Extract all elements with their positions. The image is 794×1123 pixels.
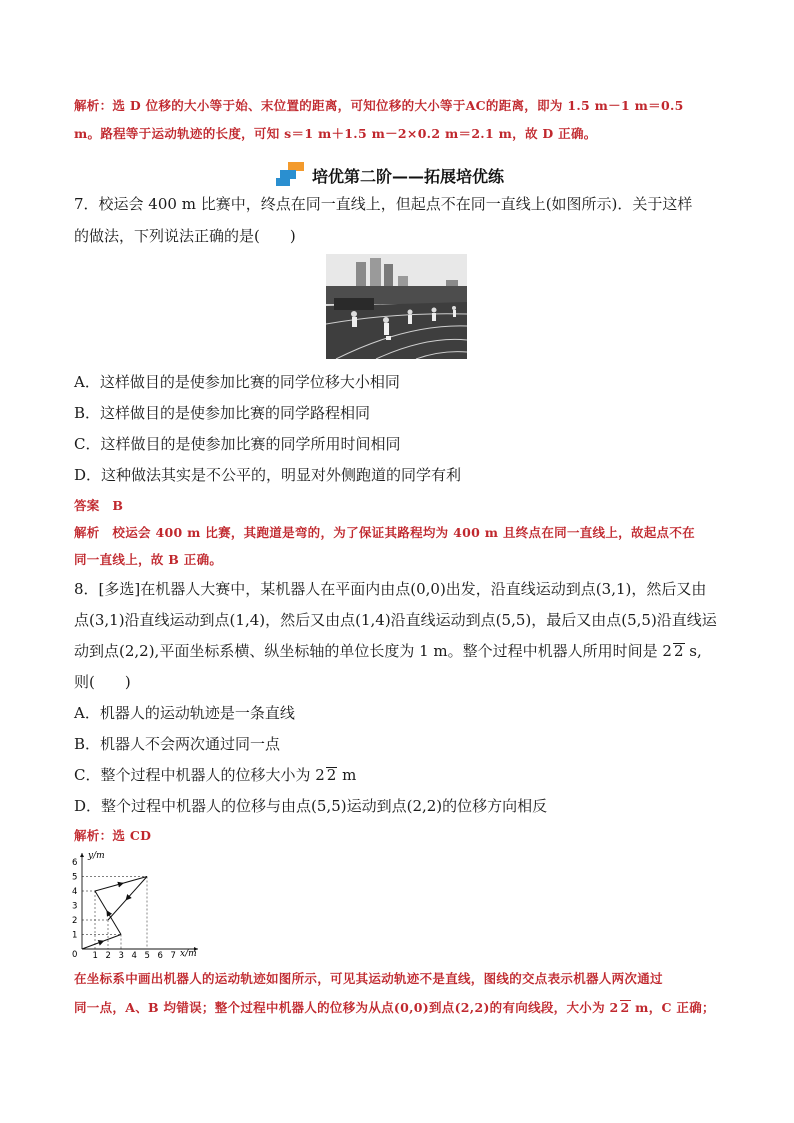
section-title: 培优第二阶——拓展培优练 — [312, 166, 505, 186]
q7-stem-line1: 7．校运会 400 m 比赛中，终点在同一直线上，但起点不在同一直线上(如图所示)．关于这样 — [74, 195, 693, 213]
q7-option-c: C．这样做目的是使参加比赛的同学所用时间相同 — [74, 435, 401, 453]
q7-answer: 答案 B — [74, 498, 124, 513]
q8-stem-line3: 动到点(2,2),平面坐标系横、纵坐标轴的单位长度为 1 m。整个过程中机器人所用时间是 2 2 s, — [74, 642, 702, 660]
q8-option-a: A．机器人的运动轨迹是一条直线 — [74, 704, 295, 722]
y-tick-label: 6 — [72, 858, 78, 868]
x-tick-label: 6 — [157, 951, 163, 961]
q6-analysis-line2: m。路程等于运动轨迹的长度，可知 s＝1 m＋1.5 m－2×0.2 m＝2.1 m，故 D 正确。 — [74, 126, 597, 141]
q6-analysis-line1: 解析：选 D 位移的大小等于始、末位置的距离，可知位移的大小等于AC的距离，即为 1.5 m－1 m＝0.5 — [74, 98, 684, 113]
q8-analysis-head: 解析：选 CD — [74, 828, 152, 843]
x-tick-label: 2 — [105, 951, 111, 961]
q7-option-a: A．这样做目的是使参加比赛的同学位移大小相同 — [74, 373, 400, 391]
sqrt-symbol: 2 — [620, 1000, 630, 1015]
sqrt-symbol: 2 — [673, 642, 684, 660]
y-tick-label: 4 — [72, 887, 78, 897]
y-axis-label: y/m — [88, 851, 105, 861]
q8-stem-line2: 点(3,1)沿直线运动到点(1,4)，然后又由点(1,4)沿直线运动到点(5,5)，最后又由点(5,5)沿直线运 — [74, 611, 717, 629]
q8-stem-line1: 8．[多选]在机器人大赛中，某机器人在平面内由点(0,0)出发，沿直线运动到点(3,1)，然后又由 — [74, 580, 707, 598]
trajectory-arrow — [107, 911, 109, 914]
section-header — [276, 162, 504, 188]
q8-analysis-line1: 在坐标系中画出机器人的运动轨迹如图所示，可见其运动轨迹不是直线，图线的交点表示机器人两次通过 — [74, 971, 663, 986]
q7-option-b: B．这样做目的是使参加比赛的同学路程相同 — [74, 404, 371, 422]
x-tick-label: 1 — [92, 951, 98, 961]
track-photo — [326, 254, 467, 359]
x-tick-label: 7 — [170, 951, 176, 961]
trajectory-arrow — [126, 897, 129, 900]
x-axis-label: x/m — [180, 949, 197, 959]
section-logo-icon — [276, 162, 306, 188]
y-tick-label: 2 — [72, 916, 78, 926]
q8-analysis-line2: 同一点，A、B 均错误；整个过程中机器人的位移为从点(0,0)到点(2,2)的有向线段，大小为 2 2 m，C 正确； — [74, 1000, 715, 1015]
y-tick-label: 3 — [72, 901, 78, 912]
y-tick-label: 1 — [72, 930, 78, 941]
trajectory-graph — [66, 845, 206, 963]
q7-option-d: D．这种做法其实是不公平的，明显对外侧跑道的同学有利 — [74, 466, 462, 484]
q8-option-c: C．整个过程中机器人的位移大小为 2 2 m — [74, 766, 357, 784]
trajectory-arrow — [119, 883, 123, 884]
x-tick-label: 4 — [131, 951, 137, 961]
origin-label: 0 — [72, 950, 78, 960]
q7-analysis-line1: 解析 校运会 400 m 比赛，其跑道是弯的，为了保证其路程均为 400 m 且终点在同一直线上，故起点不在 — [74, 525, 695, 540]
x-tick-label: 5 — [144, 951, 150, 961]
q7-stem-line2: 的做法，下列说法正确的是( ) — [74, 227, 296, 245]
q7-analysis-line2: 同一直线上，故 B 正确。 — [74, 552, 223, 567]
sqrt-symbol: 2 — [326, 766, 337, 784]
trajectory-arrow — [100, 941, 104, 942]
y-tick-label: 5 — [72, 872, 78, 883]
x-tick-label: 3 — [118, 951, 124, 961]
q8-option-b: B．机器人不会两次通过同一点 — [74, 735, 281, 753]
q8-option-d: D．整个过程中机器人的位移与由点(5,5)运动到点(2,2)的位移方向相反 — [74, 797, 548, 815]
q8-stem-line4: 则( ) — [74, 673, 131, 691]
